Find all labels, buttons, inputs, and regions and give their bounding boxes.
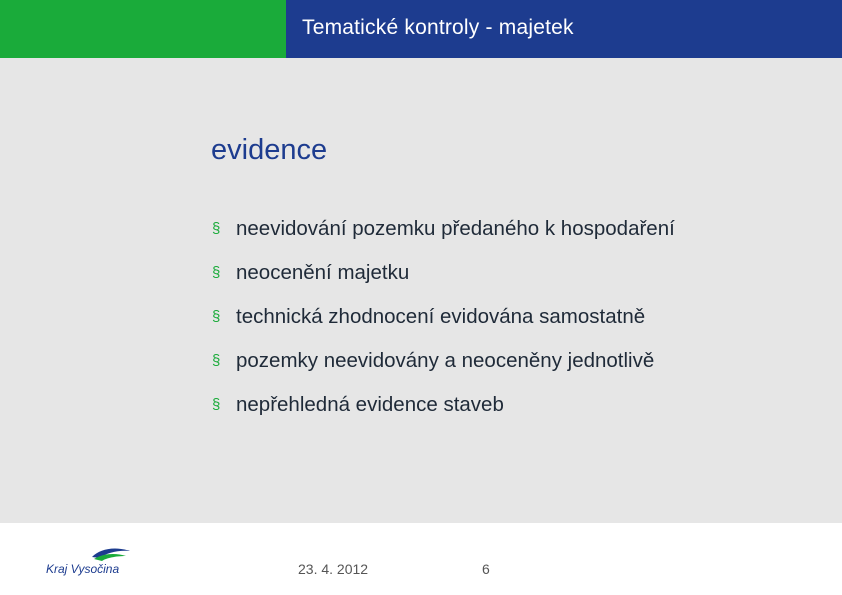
slide-header-title: Tematické kontroly - majetek: [302, 16, 574, 39]
bullet-item: [212, 388, 675, 432]
bullet-text: nepřehledná evidence staveb: [236, 393, 504, 416]
bullet-text: neocenění majetku: [236, 261, 410, 284]
bullet-marker: §: [212, 308, 221, 325]
slide-header: [0, 0, 842, 58]
bullet-item: [212, 344, 675, 388]
logo-text: Kraj Vysočina: [46, 562, 120, 576]
footer-page-number: 6: [482, 561, 490, 577]
kraj-vysocina-logo: [44, 543, 134, 577]
bullet-text: neevidování pozemku předaného k hospodaření: [236, 217, 675, 240]
bullet-marker: §: [212, 220, 221, 237]
bullet-item: [212, 212, 675, 256]
bullet-item: [212, 256, 675, 300]
bullet-marker: §: [212, 352, 221, 369]
header-green-block: [0, 0, 286, 58]
bullet-marker: §: [212, 396, 221, 413]
bullet-list: [212, 212, 675, 432]
bullet-text: technická zhodnocení evidována samostatně: [236, 305, 646, 328]
bullet-text: pozemky neevidovány a neoceněny jednotlivě: [236, 349, 655, 372]
slide-heading: evidence: [211, 134, 328, 166]
footer-date: 23. 4. 2012: [298, 561, 369, 577]
bullet-item: [212, 300, 675, 344]
bullet-marker: §: [212, 264, 221, 281]
